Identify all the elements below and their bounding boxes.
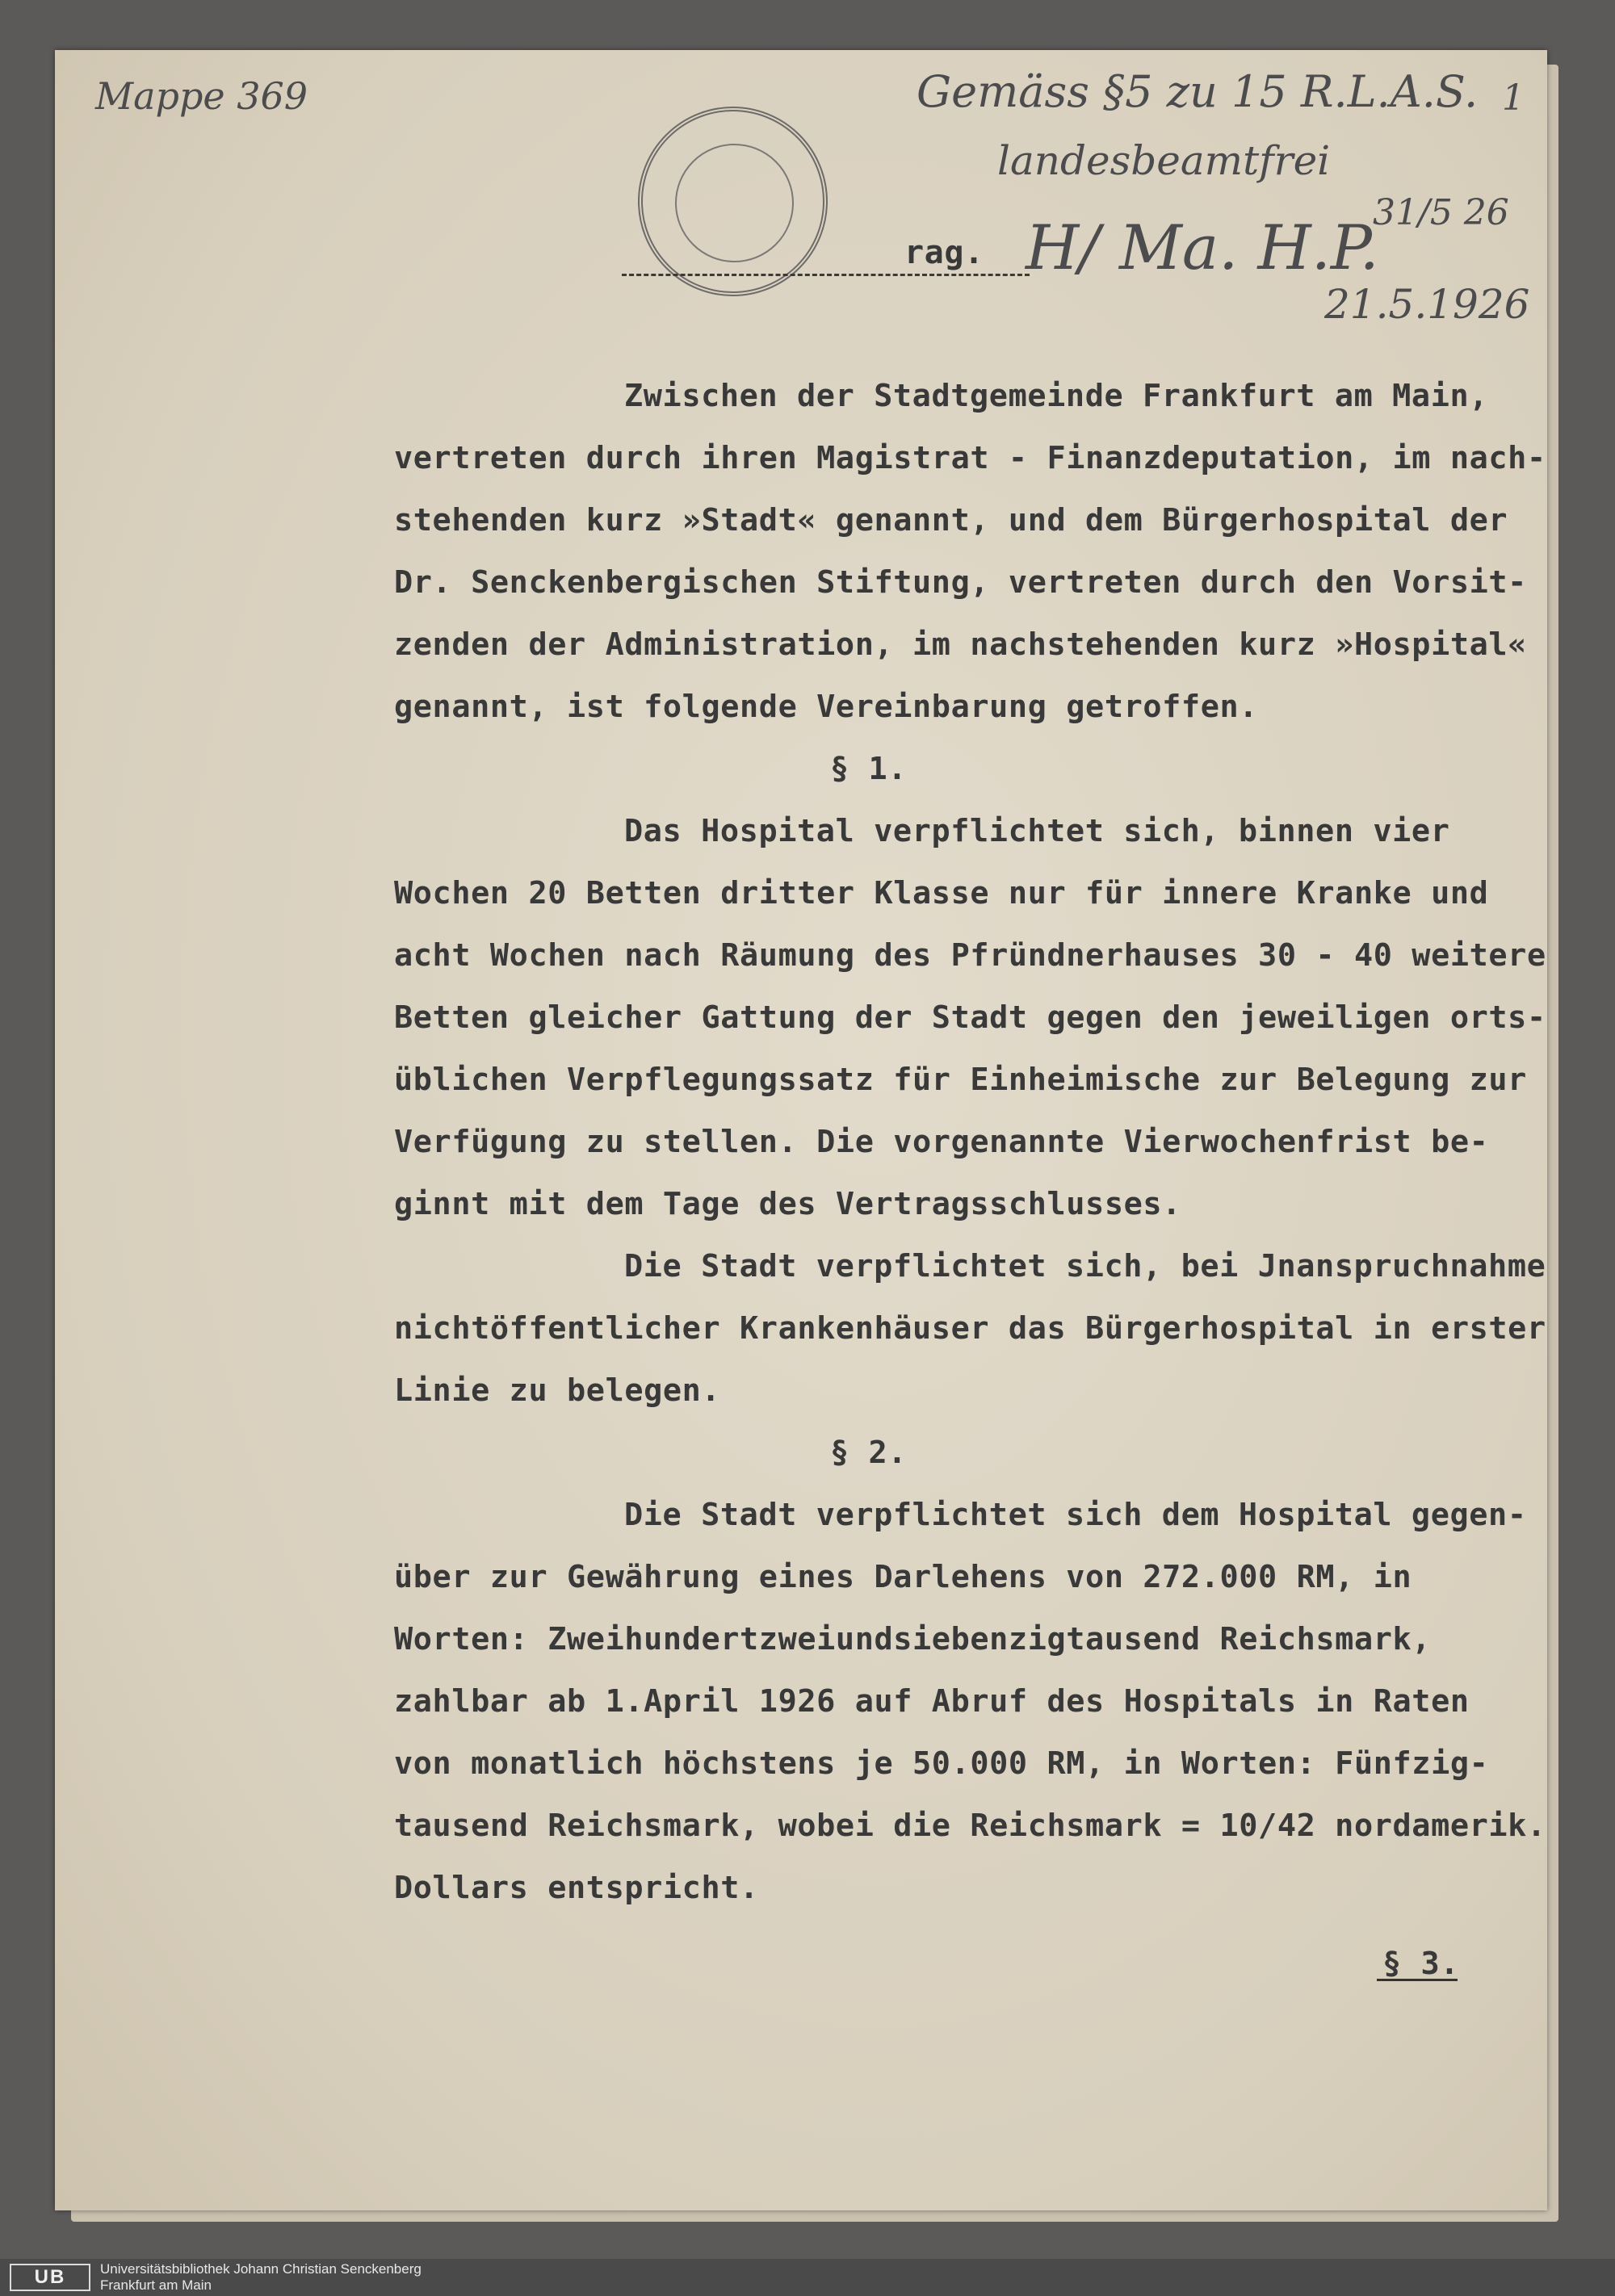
contract-title: rag. bbox=[904, 234, 984, 271]
section-1-heading: § 1. bbox=[830, 751, 908, 787]
intro-line-2: vertreten durch ihren Magistrat - Finanzdeputation, im nach- bbox=[394, 440, 1546, 476]
catchword-underline bbox=[1377, 1979, 1458, 1981]
intro-line-4: Dr. Senckenbergischen Stiftung, vertreten durch den Vorsit- bbox=[394, 564, 1527, 601]
section-1-line: Wochen 20 Betten dritter Klasse nur für innere Kranke und bbox=[394, 875, 1489, 911]
section-1-line: Betten gleicher Gattung der Stadt gegen den jeweiligen orts- bbox=[394, 999, 1546, 1036]
section-2-line: über zur Gewährung eines Darlehens von 272.000 RM, in bbox=[394, 1559, 1412, 1595]
section-2-line: Worten: Zweihundertzweiundsiebenzigtausend Reichsmark, bbox=[394, 1621, 1432, 1657]
section-2-line: Dollars entspricht. bbox=[394, 1870, 759, 1906]
intro-line-5: zenden der Administration, im nachstehenden kurz »Hospital« bbox=[394, 626, 1527, 663]
official-seal-stamp bbox=[638, 107, 828, 296]
section-1-line: Linie zu belegen. bbox=[394, 1372, 721, 1409]
section-2-line: tausend Reichsmark, wobei die Reichsmark = 10/42 nordamerik. bbox=[394, 1808, 1546, 1844]
section-1-line: Die Stadt verpflichtet sich, bei Jnanspruchnahme bbox=[624, 1248, 1546, 1284]
library-name: Universitätsbibliothek Johann Christian Senckenberg bbox=[100, 2261, 422, 2277]
section-1-line: Das Hospital verpflichtet sich, binnen vier bbox=[624, 813, 1450, 849]
intro-line-6: genannt, ist folgende Vereinbarung getroffen. bbox=[394, 689, 1259, 725]
section-2-line: von monatlich höchstens je 50.000 RM, in Worten: Fünfzig- bbox=[394, 1745, 1489, 1782]
section-1-line: ginnt mit dem Tage des Vertragsschlusses. bbox=[394, 1186, 1181, 1222]
seal-inner-ring bbox=[675, 144, 794, 262]
date-fraction: 31/5 26 bbox=[1373, 192, 1509, 233]
catchword-next-section: § 3. bbox=[1382, 1946, 1460, 1982]
handwritten-date: 21.5.1926 bbox=[1324, 281, 1530, 328]
section-1-line: nichtöffentlicher Krankenhäuser das Bürgerhospital in erster bbox=[394, 1310, 1546, 1347]
section-2-line: Die Stadt verpflichtet sich dem Hospital gegen- bbox=[624, 1497, 1527, 1533]
title-underline bbox=[622, 274, 1030, 276]
ub-logo: UB bbox=[10, 2264, 90, 2291]
section-1-line: Verfügung zu stellen. Die vorgenannte Vierwochenfrist be- bbox=[394, 1124, 1489, 1160]
section-2-line: zahlbar ab 1.April 1926 auf Abruf des Hospitals in Raten bbox=[394, 1683, 1470, 1720]
tax-note: landesbeamtfrei bbox=[997, 137, 1331, 184]
section-2-heading: § 2. bbox=[830, 1435, 908, 1471]
page-number: 1 bbox=[1502, 78, 1525, 119]
signature: H/ Ma. H.P. bbox=[1026, 212, 1379, 283]
folder-note: Mappe 369 bbox=[95, 74, 308, 118]
library-footer bbox=[0, 2259, 1615, 2296]
section-1-line: acht Wochen nach Räumung des Pfründnerhauses 30 - 40 weitere bbox=[394, 937, 1546, 974]
regulation-note: Gemäss §5 zu 15 R.L.A.S. bbox=[917, 66, 1479, 117]
library-city: Frankfurt am Main bbox=[100, 2277, 212, 2293]
intro-line-3: stehenden kurz »Stadt« genannt, und dem Bürgerhospital der bbox=[394, 502, 1508, 538]
intro-line-1: Zwischen der Stadtgemeinde Frankfurt am Main, bbox=[624, 378, 1489, 414]
section-1-line: üblichen Verpflegungssatz für Einheimische zur Belegung zur bbox=[394, 1062, 1527, 1098]
